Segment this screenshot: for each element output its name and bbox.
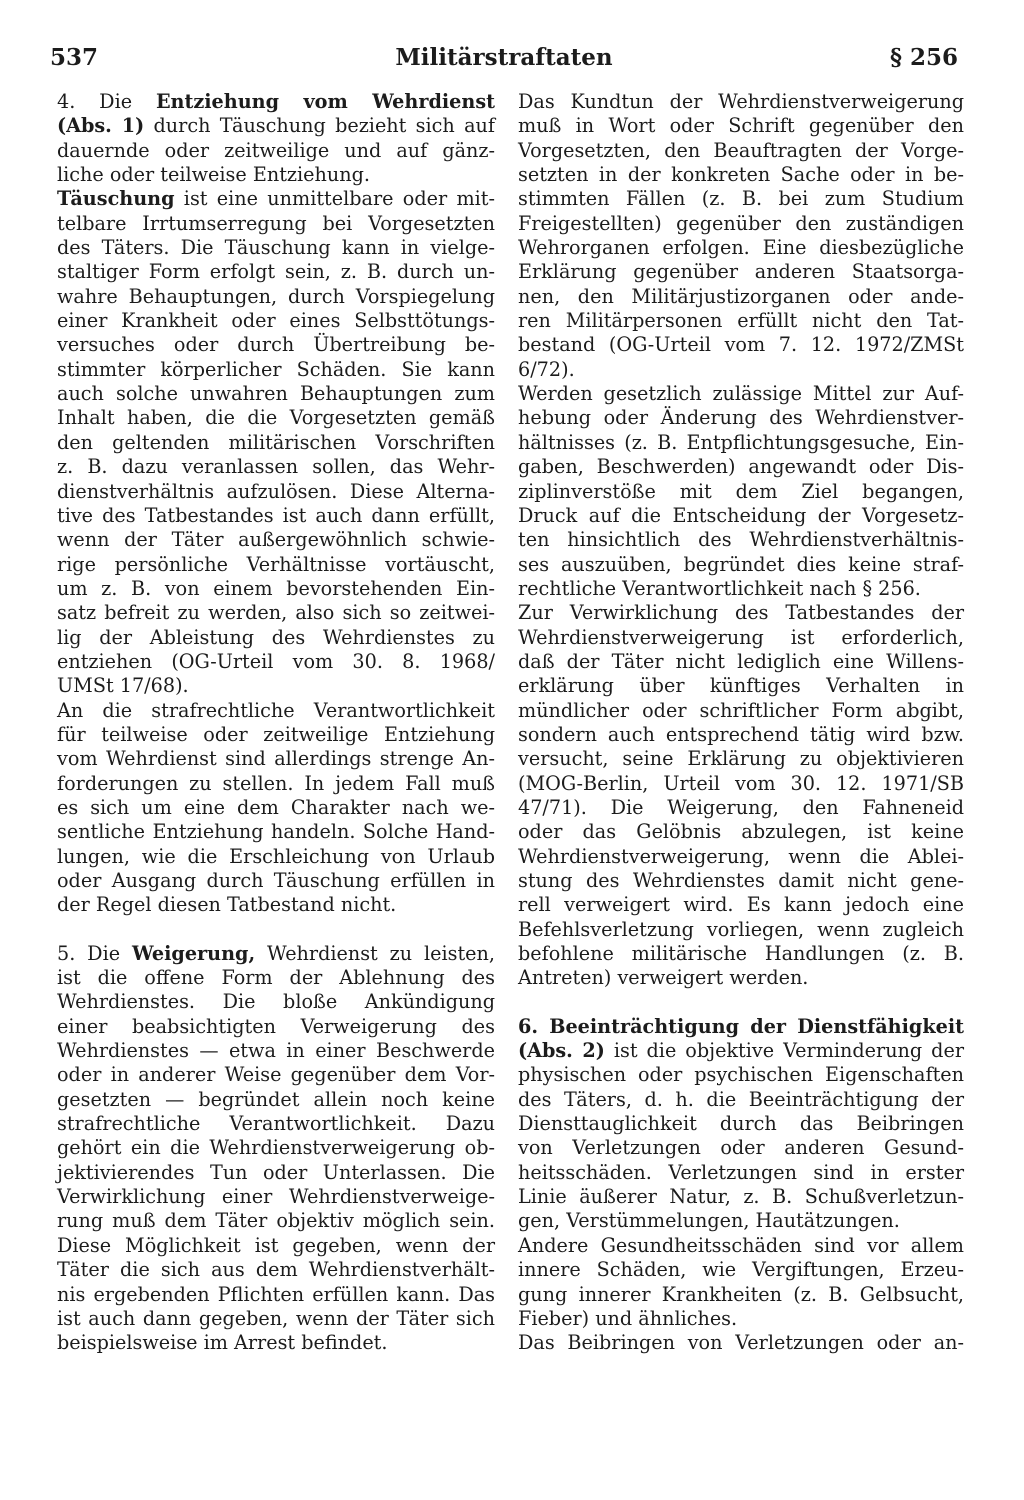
text-line: dauernde oder zeitweilige und auf gänz-	[57, 138, 495, 162]
text-line: ren Militärpersonen erfüllt nicht den Tat-	[518, 309, 964, 333]
text-line: Das Kundtun der Wehrdienstverweigerung	[518, 90, 964, 113]
text-line: (MOG-Berlin, Urteil vom 30. 12. 1971/SB	[518, 771, 964, 795]
text-line: Antreten) verweigert werden.	[518, 966, 809, 990]
text-line: physischen oder psychischen Eigenschaften	[518, 1063, 964, 1087]
text-line: Täter die sich aus dem Wehrdienstverhält-	[57, 1258, 495, 1282]
text-line: muß in Wort oder Schrift gegenüber den	[518, 114, 964, 138]
text-line: für teilweise oder zeitweilige Entziehung	[57, 722, 495, 746]
text-line: auch solche unwahren Behauptungen zum	[57, 382, 495, 406]
text-line: es sich um eine dem Charakter nach we-	[57, 795, 495, 819]
paragraph-kundtun	[518, 90, 964, 382]
text-line: staltiger Form erfolgt sein, z. B. durch un-	[57, 260, 495, 284]
text-line: dienstverhältnis aufzulösen. Diese Alterna-	[57, 479, 495, 503]
paragraph-5	[57, 942, 495, 1356]
text-line: einer Krankheit oder eines Selbsttötungs-	[57, 309, 495, 333]
text-line: des Täters. Die Täuschung kann in vielge-	[57, 236, 495, 260]
text-line: stung des Wehrdienstes damit nicht gene-	[518, 869, 964, 892]
text-line: um z. B. von einem bevorstehenden Ein-	[57, 576, 495, 600]
text-line: nen, den Militärjustizorganen oder ande-	[518, 284, 964, 308]
text-line: Freigestellten) gegenüber den zuständigen	[518, 211, 964, 235]
text-line: 47/71). Die Weigerung, den Fahneneid	[518, 795, 964, 819]
text-line: bestand (OG-Urteil vom 7. 12. 1972/ZMSt	[518, 333, 964, 357]
text-line: ten hinsichtlich des Wehrdienstverhältnis-	[518, 528, 964, 552]
paragraph-beibringen	[518, 1331, 964, 1355]
text-line: erklärung über künftiges Verhalten in	[518, 674, 964, 698]
text-line: lungen, wie die Erschleichung von Urlaub	[57, 844, 495, 868]
text-line: befohlene militärische Handlungen (z. B.	[518, 942, 964, 966]
text-line: Andere Gesundheitsschäden sind vor allem	[518, 1233, 964, 1257]
paragraph-6	[518, 1015, 964, 1234]
text-line: Werden gesetzlich zulässige Mittel zur Auf-	[518, 382, 964, 406]
text-line: ist die offene Form der Ablehnung des	[57, 966, 495, 990]
text-line: daß der Täter nicht lediglich eine Willens-	[518, 649, 964, 673]
text-line: versuches oder durch Übertreibung be-	[57, 333, 495, 357]
text-line: 5. Die Weigerung, Wehrdienst zu leisten,	[57, 941, 495, 965]
text-line: der Regel diesen Tatbestand nicht.	[57, 893, 397, 917]
text-line: gehört ein die Wehrdienstverweigerung ob-	[57, 1136, 495, 1160]
text-line: stimmter körperlicher Schäden. Sie kann	[57, 357, 495, 381]
text-line: rechtliche Verantwortlichkeit nach § 256.	[518, 576, 921, 600]
text-line: Wehrdienstverweigerung, wenn die Ablei-	[518, 844, 964, 868]
text-line: (Abs. 2) ist die objektive Verminderung der	[518, 1039, 964, 1063]
text-line: Zur Verwirklichung des Tatbestandes der	[518, 601, 964, 625]
text-line: Das Beibringen von Verletzungen oder an-	[518, 1331, 964, 1355]
text-line: gaben, Beschwerden) angewandt oder Dis-	[518, 455, 964, 479]
text-line: Täuschung ist eine unmittelbare oder mit-	[57, 187, 495, 211]
text-line: gesetzten — begründet allein noch keine	[57, 1087, 495, 1111]
page-title: Militärstraftaten	[395, 44, 613, 71]
text-line: stimmten Fällen (z. B. bei zum Studium	[518, 187, 964, 211]
text-line: sondern auch entsprechend tätig wird bzw.	[518, 722, 964, 746]
text-line: Diensttauglichkeit durch das Beibringen	[518, 1112, 964, 1136]
text-line: 4. Die Entziehung vom Wehrdienst	[57, 90, 495, 113]
text-line: Wehrorganen erfolgen. Eine diesbezügliche	[518, 236, 964, 260]
text-line: Wehrdienstes. Die bloße Ankündigung	[57, 990, 495, 1014]
text-line: hebung oder Änderung des Wehrdienstver-	[518, 406, 964, 430]
text-line: UMSt 17/68).	[57, 674, 189, 698]
text-line: gen, Verstümmelungen, Hautätzungen.	[518, 1209, 900, 1233]
text-line: telbare Irrtumserregung bei Vorgesetzten	[57, 211, 495, 235]
text-line: hältnisses (z. B. Entpflichtungsgesuche, Ein-	[518, 430, 964, 454]
text-line: Verwirklichung einer Wehrdienstverweige-	[57, 1185, 495, 1209]
paragraph-verantwortlichkeit	[57, 699, 495, 918]
text-line: Druck auf die Entscheidung der Vorgesetz-	[518, 503, 964, 527]
text-line: Inhalt haben, die die Vorgesetzten gemäß	[57, 406, 495, 430]
text-line: oder das Gelöbnis abzulegen, ist keine	[518, 820, 964, 844]
section-number: § 256	[889, 44, 958, 71]
text-line: einer beabsichtigten Verweigerung des	[57, 1014, 495, 1038]
text-line: z. B. dazu veranlassen sollen, das Wehr-	[57, 455, 495, 479]
text-line: Vorgesetzten, den Beauftragten der Vorge-	[518, 138, 964, 162]
text-line: Erklärung gegenüber anderen Staatsorga-	[518, 260, 964, 284]
text-line: rige persönliche Verhältnisse vortäuscht,	[57, 552, 495, 576]
left-column	[57, 90, 495, 1356]
text-line: satz befreit zu werden, also sich so zeitwei-	[57, 601, 495, 625]
text-line: beispielsweise im Arrest befindet.	[57, 1331, 388, 1355]
text-line: des Täters, d. h. die Beeinträchtigung der	[518, 1087, 964, 1111]
text-line: (Abs. 1) durch Täuschung bezieht sich auf	[57, 114, 495, 138]
text-line: Befehlsverletzung vorliegen, wenn zugleich	[518, 917, 964, 941]
right-column	[518, 90, 964, 1356]
text-line: nis ergebenden Pflichten erfüllen kann. Das	[57, 1282, 495, 1306]
text-line: An die strafrechtliche Verantwortlichkeit	[57, 698, 495, 722]
text-line: ziplinverstöße mit dem Ziel begangen,	[518, 479, 964, 503]
text-line: ses auszuüben, begründet dies keine straf-	[518, 552, 964, 576]
text-line: innere Schäden, wie Vergiftungen, Erzeu-	[518, 1258, 964, 1282]
text-line: forderungen zu stellen. In jedem Fall muß	[57, 771, 495, 795]
text-line: wahre Behauptungen, durch Vorspiegelung	[57, 284, 495, 308]
text-line: ist auch dann gegeben, wenn der Täter sich	[57, 1306, 495, 1330]
text-line: strafrechtliche Verantwortlichkeit. Dazu	[57, 1112, 495, 1136]
text-line: mündlicher oder schriftlicher Form abgibt,	[518, 698, 964, 722]
text-line: lig der Ableistung des Wehrdienstes zu	[57, 625, 495, 649]
text-line: Wehrdienstes — etwa in einer Beschwerde	[57, 1039, 495, 1063]
text-line: Fieber) und ähnliches.	[518, 1306, 738, 1330]
text-line: gung innerer Krankheiten (z. B. Gelbsucht,	[518, 1282, 964, 1306]
text-line: sentliche Entziehung handeln. Solche Hand-	[57, 820, 495, 844]
text-line: Wehrdienstverweigerung ist erforderlich,	[518, 625, 964, 649]
text-line: 6/72).	[518, 357, 575, 381]
paragraph-verwirklichung	[518, 601, 964, 991]
text-line: Diese Möglichkeit ist gegeben, wenn der	[57, 1233, 495, 1257]
text-line: von Verletzungen oder anderen Gesund-	[518, 1136, 964, 1160]
text-line: Linie äußerer Natur, z. B. Schußverletzun-	[518, 1185, 964, 1209]
text-line: entziehen (OG-Urteil vom 30. 8. 1968/	[57, 649, 495, 673]
paragraph-taeuschung	[57, 187, 495, 698]
text-line: wenn der Täter außergewöhnlich schwie-	[57, 528, 495, 552]
paragraph-mittel	[518, 382, 964, 601]
text-line: rell verweigert wird. Es kann jedoch eine	[518, 893, 964, 917]
text-line: oder in anderer Weise gegenüber dem Vor-	[57, 1063, 495, 1087]
text-line: vom Wehrdienst sind allerdings strenge An-	[57, 747, 495, 771]
text-line: versucht, seine Erklärung zu objektivieren	[518, 747, 964, 771]
text-line: 6. Beeinträchtigung der Dienstfähigkeit	[518, 1014, 964, 1038]
text-line: liche oder teilweise Entziehung.	[57, 163, 370, 187]
text-line: setzten in der konkreten Sache oder in be-	[518, 163, 964, 187]
text-line: oder Ausgang durch Täuschung erfüllen in	[57, 869, 495, 892]
page-number: 537	[50, 44, 99, 71]
paragraph-4	[57, 90, 495, 187]
text-line: heitsschäden. Verletzungen sind in erster	[518, 1160, 964, 1184]
text-line: rung muß dem Täter objektiv möglich sein.	[57, 1209, 495, 1233]
text-line: jektivierendes Tun oder Unterlassen. Die	[57, 1160, 495, 1184]
text-line: den geltenden militärischen Vorschriften	[57, 430, 495, 454]
page-header	[50, 38, 958, 78]
text-line: tive des Tatbestandes ist auch dann erfüllt,	[57, 503, 495, 527]
paragraph-gesundheitsschaeden	[518, 1234, 964, 1331]
